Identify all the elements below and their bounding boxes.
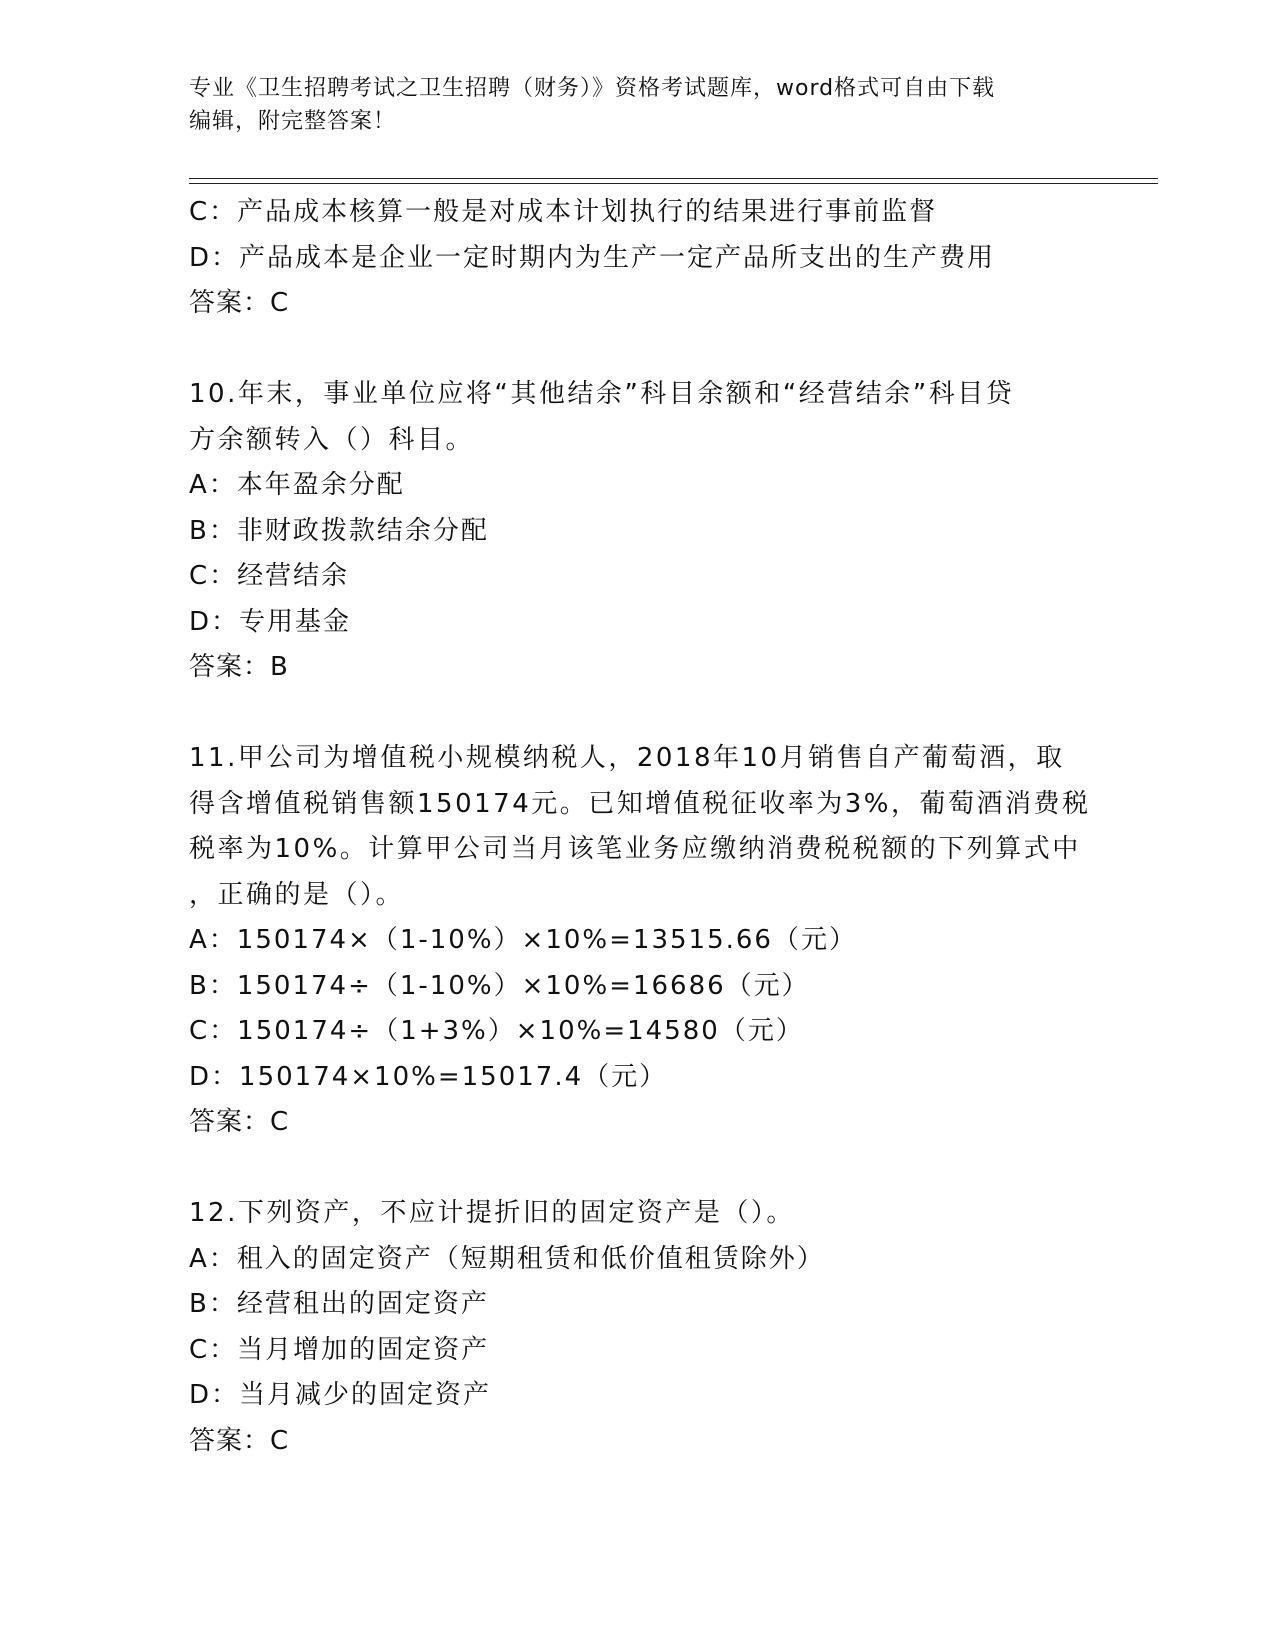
question-line: 方余额转入（）科目。 <box>189 424 475 455</box>
option-a: A：本年盈余分配 <box>189 470 405 500</box>
question-10 <box>189 372 1089 691</box>
header-divider-top <box>189 178 1158 179</box>
question-line: 税率为10%。计算甲公司当月该笔业务应缴纳消费税税额的下列算式中 <box>189 834 1081 864</box>
question-stem <box>189 736 1089 918</box>
option-b: B：经营租出的固定资产 <box>189 1289 489 1319</box>
option-b: B：非财政拨款结余分配 <box>189 515 489 546</box>
answer-line: 答案：C <box>189 288 290 318</box>
spacer <box>189 1146 1089 1192</box>
spacer <box>189 327 1089 373</box>
option-c: C：当月增加的固定资产 <box>189 1334 490 1365</box>
question-list <box>189 190 1089 1464</box>
option-a: A：150174×（1-10%）×10%=13515.66（元） <box>189 925 857 955</box>
header-line-1: 专业《卫生招聘考试之卫生招聘（财务）》资格考试题库，word格式可自由下载 <box>189 76 996 101</box>
question-line: 11.甲公司为增值税小规模纳税人，2018年10月销售自产葡萄酒，取 <box>189 743 1065 773</box>
question-line: 10.年末，事业单位应将“其他结余”科目余额和“经营结余”科目贷 <box>189 379 1015 409</box>
option-d: D：产品成本是企业一定时期内为生产一定产品所支出的生产费用 <box>189 242 996 273</box>
page-header <box>189 72 1089 138</box>
answer-line: 答案：C <box>189 1425 290 1456</box>
question-11 <box>189 736 1089 1146</box>
option-c: C：150174÷（1+3%）×10%=14580（元） <box>189 1016 804 1046</box>
answer-line: 答案：B <box>189 652 289 682</box>
option-c: C：经营结余 <box>189 561 350 591</box>
question-stem <box>189 1191 1089 1237</box>
question-12 <box>189 1191 1089 1464</box>
question-line: 得含增值税销售额150174元。已知增值税征收率为3%，葡萄酒消费税 <box>189 788 1091 819</box>
option-b: B：150174÷（1-10%）×10%=16686（元） <box>189 970 810 1001</box>
option-a: A：租入的固定资产（短期租赁和低价值租赁除外） <box>189 1243 825 1274</box>
question-line: ，正确的是（）。 <box>189 879 405 910</box>
answer-line: 答案：C <box>189 1107 290 1137</box>
question-stem <box>189 372 1089 463</box>
option-c: C：产品成本核算一般是对成本计划执行的结果进行事前监督 <box>189 197 938 227</box>
header-line-2: 编辑，附完整答案！ <box>189 109 397 134</box>
option-d: D：专用基金 <box>189 606 352 637</box>
question-line: 12.下列资产，不应计提折旧的固定资产是（）。 <box>189 1198 795 1228</box>
option-d: D：当月减少的固定资产 <box>189 1380 492 1410</box>
continued-question <box>189 190 1089 327</box>
option-d: D：150174×10%=15017.4（元） <box>189 1061 668 1092</box>
spacer <box>189 691 1089 737</box>
header-divider-bottom <box>189 183 1158 184</box>
